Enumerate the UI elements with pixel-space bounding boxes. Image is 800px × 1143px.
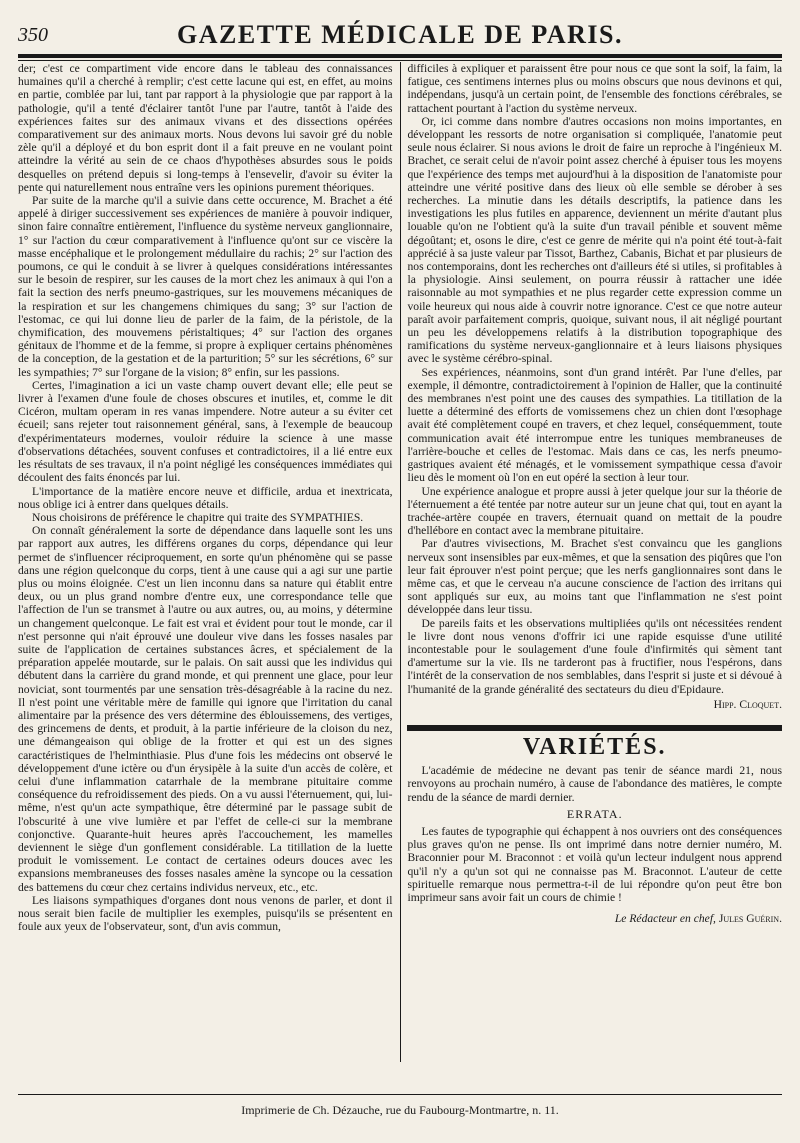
right-column: [403, 62, 782, 1062]
right-paragraph: difficiles à expliquer et paraissent être pour nous ce que sont la soif, la faim, la fatigue, ces sentimens internes plus ou moins obscurs que nous devinons et qui, indépendans, jusqu'à un certain point, de l'ensemble des fonctions cérébrales, se rattachent pourtant à l'action du système nerveux.: [407, 62, 782, 115]
section-title-varietes: VARIÉTÉS.: [522, 733, 667, 760]
editor-name: Jules Guérin.: [718, 912, 782, 926]
errata-paragraph: Les fautes de typographie qui échappent à nos ouvriers ont des conséquences plus graves qu'on ne pense. Ils ont imprimé dans notre dernier numéro, M. Braconnier pour M. Braconnot : et voilà qu'un lecteur indulgent nous apprend qu'il n'y a qu'un sot qui ne connaisse pas M. Braconnot. L'auteur de cette spirituelle remarque nous permettra-t-il de lui répondre qu'on peut être bon imprimeur sans avoir fait un cours de chimie !: [407, 824, 782, 904]
varietes-paragraph: L'académie de médecine ne devant pas tenir de séance mardi 21, nous renvoyons au prochain numéro, à cause de l'abondance des matières, le compte rendu de la séance de mardi dernier.: [407, 764, 782, 804]
right-paragraph: Or, ici comme dans nombre d'autres occasions non moins importantes, en développant les ressorts de notre organisation si compliquée, l'anatomie peut seule nous éclairer. Si nous avions le droit de faire un reproche à l'ingénieux M. Brachet, ce serait celui de n'avoir point assez cherché à épuiser tous les moyens que l'expérience des temps met aujourd'hui à la disposition de l'anatomiste pour atteindre une vérité positive dans des lieux où elle semble se dérober à ses recherches. La minutie dans les détails descriptifs, la patience dans les investigations les plus futiles en apparence, deviennent un mérite d'autant plus louable qu'on ne l'obtient qu'à la suite d'un travail pénible et souvent même dégoûtant; et, osons le dire, c'est ce genre de mérite qui n'a point été tout-à-fait apprécié à sa juste valeur par Tissot, Barthez, Cabanis, Bichat et par plusieurs de nos contemporains, dont les recherches ont d'ailleurs été si utiles, si profitables à la physiologie. Ainsi seulement, on pourra réussir à rattacher une idée raisonnable au mot sympathies et ne plus regarder cette expression comme un voile heureux qui nous aide à couvrir notre ignorance. C'est ce que notre auteur paraît avoir parfaitement compris, quoique, suivant nous, il ait négligé pourtant un peu les développemens relatifs à la distribution topographique des ramifications du système nerveux-ganglionnaire et à leurs liaisons physiques avec le système cérébro-spinal.: [407, 114, 782, 366]
right-paragraph: Par d'autres vivisections, M. Brachet s'est convaincu que les ganglions nerveux sont insensibles par eux-mêmes, et que la sensation des piqûres que l'on leur fait éprouver n'est point perçue; que les nerfs ganglionnaires sont dans le même cas, et que le cerveau n'a aucune conscience de l'action des irritans qui sont appliqués sur eux, au moins tant que l'inflammation ne s'est point développée dans leur tissu.: [407, 537, 782, 617]
page-header: [18, 14, 782, 52]
left-paragraph: On connaît généralement la sorte de dépendance dans laquelle sont les uns par rapport aux autres, les différens organes du corps, dépendance qui leur permet de s'influencer réciproquement, en sorte qu'un phénomène qui se passe dans une région quelconque du corps, tient à une cause qui a agi sur une partie plus ou moins éloignée. C'est un lien inconnu dans sa nature qui établit entre deux, ou un plus grand nombre d'entre eux, une correspondance telle que l'affection de l'un se transmet à l'autre ou aux autres, ou, au moins, y détermine un changement quelconque. Le fait est vrai et évident pour tout le monde, car il n'est personne qui n'ait éprouvé une douleur vive dans les fosses nasales par suite de l'application de certaines substances âcres, et spécialement de la préparation appelée moutarde, sur le palais. On sait aussi que les individus qui débutent dans la carrière du grand monde, et qui prennent une glace, pour leur noviciat, sont tourmentés par une sensation très-désagréable à la racine du nez. Il n'est point une véritable mère de famille qui ignore que l'irritation du canal alimentaire par la présence des vers détermine des éblouissemens, des vertiges, des grincemens de dents, et produit, à la partie inférieure de la cloison du nez, une démangeaison qui oblige de la frotter et qui est un des signes caractéristiques de l'helminthiasie. Plus d'une fois les médecins ont observé le développement d'une ictère ou d'un érysipèle à la suite d'un accès de colère, et celui d'une inflammation catarrhale de la membrane pituitaire comme conséquence du refroidissement des pieds. On a vu aussi l'éternuement, qui, lui-même, n'est qu'un acte sympathique, être déterminé par le passage subit de l'obscurité à une vive lumière et par l'effet de celle-ci sur la membrane conjonctive. Quarante-huit heures après l'accouchement, les mamelles deviennent le siège d'un gonflement considérable. La titillation de la luette produit le vomissement. Le contact de certaines odeurs douces avec les expansions membraneuses des fosses nasales amène la syncope ou la cessation des battemens du cœur chez certains individus nerveux, etc., etc.: [18, 524, 393, 894]
left-paragraph: Nous choisirons de préférence le chapitre qui traite des SYMPATHIES.: [32, 510, 364, 524]
page-footer: [18, 1094, 782, 1118]
left-paragraph: L'importance de la matière encore neuve et difficile, ardua et inextricata, nous oblige ici à entrer dans quelques détails.: [18, 484, 393, 511]
left-paragraph: der; c'est ce compartiment vide encore dans le tableau des connaissances humaines qu'il a cherché à remplir; c'est cette lacune qui est, en effet, au moins en partie, comblée par lui, tant par rapport à la physiologie que par rapport à la pathologie, qu'il a tenté d'éclairer tantôt l'une par l'autre, tantôt à l'aide des expériences faites sur des animaux vivans et des dissections opérées comparativement sur des animaux morts. Nous devons lui savoir gré du noble zèle qu'il a déployé et du bon esprit dont il a fait preuve en ne voulant point atteindre la vérité au sein de ce chaos d'hypothèses absurdes sous le poids desquelles on prétend depuis si long-temps à l'ensevelir, d'avoir su éviter la pente qui naturellement nous entraîne vers les opinions purement théoriques.: [18, 62, 393, 194]
left-paragraph: Les liaisons sympathiques d'organes dont nous venons de parler, et dont il nous serait bien facile de multiplier les exemples, puisqu'ils se présentent en foule aux yeux de l'observateur, sont, d'un avis commun,: [18, 893, 393, 934]
right-paragraph: De pareils faits et les observations multipliées qu'ils ont nécessitées rendent le livre dont nous venons d'offrir ici une rapide esquisse d'une utilité incontestable pour le soulagement d'une foule d'infirmités qui sèment tant d'amertume sur la vie. Ils ne tarderont pas à fructifier, nous l'espérons, dans l'intérêt de la conservation de nos semblables, dans l'esprit si juste et si dévoué à l'humanité de la grande généralité des sectateurs du dieu d'Epidaure.: [407, 616, 782, 696]
editor-label: Le Rédacteur en chef,: [614, 912, 716, 926]
author-signature: Hipp. Cloquet.: [713, 697, 782, 711]
footer-rule: [18, 1094, 782, 1095]
header-rule-thick: [18, 54, 782, 58]
right-paragraph: Ses expériences, néanmoins, sont d'un grand intérêt. Par l'une d'elles, par exemple, il démontre, contradictoirement à l'opinion de Haller, que la continuité des membranes n'est point une des causes des sympathies. La titillation de la luette a déterminé des efforts de vomissemens chez un chien dont l'œsophage avait été complètement coupé en travers, et chez lequel, conséquemment, toute communication avait été interrompue entre les tuniques membraneuses de l'arrière-bouche et celles de l'estomac. Mais dans ce cas, les nerfs pneumo-gastriques avaient été ménagés, et le vomissement sympathique cessa d'avoir lieu dès le moment où l'on en eut opéré la section à leur tour.: [407, 365, 782, 485]
left-paragraph: Par suite de la marche qu'il a suivie dans cette occurence, M. Brachet a été appelé à diriger successivement ses expériences de manière à pouvoir indiquer, sinon faire connaître entièrement, l'influence du système nerveux ganglionnaire, 1° sur l'action du cœur comparativement à l'influence qu'ont sur ce viscère la masse encéphalique et le prolongement médullaire du rachis; 2° sur l'action des poumons, ce qui le conduit à se livrer à quelques considérations intéressantes sur le besoin de respirer, sur les causes de la mort chez les animaux à qui l'on a fait la section des nerfs pneumo-gastriques, sur les mouvemens mécaniques de la respiration et sur les changemens chimiques du sang; 3° sur l'action de l'estomac, ce qui lui donne lieu de parler de la faim, de la péristole, de la chymification, des mouvemens péristaltiques; 4° sur l'action des organes génitaux de l'homme et de la femme, si propre à expliquer certains phénomènes de la conception, de la gestation et de la parturition; 5° sur les sécrétions, 6° sur les sympathies; 7° sur l'organe de la vision; 8° enfin, sur les passions.: [18, 194, 393, 379]
column-divider: [400, 62, 401, 1062]
left-paragraph: Certes, l'imagination a ici un vaste champ ouvert devant elle; elle peut se livrer à l'examen d'une foule de choses obscures et inutiles, et, comme le dit Cicéron, multam operam in res vanas impendere. Notre auteur a su éviter cet écueil; sans rejeter tout raisonnement général, sans, à l'exemple de beaucoup d'expérimentateurs modernes, vouloir réduire la science à une masse d'observations détachées, souvent confuses et contradictoires, il a lié entre eux les résultats de ses travaux, il n'a point négligé les conséquences immédiates qui découlent des faits énoncés par lui.: [18, 378, 393, 485]
section-divider: [407, 725, 782, 731]
page-number: 350: [18, 24, 48, 46]
printer-imprint: Imprimerie de Ch. Dézauche, rue du Faubourg-Montmartre, n. 11.: [241, 1103, 559, 1117]
right-paragraph: Une expérience analogue et propre aussi à jeter quelque jour sur la théorie de l'éternuement a été tentée par notre auteur sur un jeune chat qui, tout en ayant la trachée-artère coupée en travers, éternuait quand on mettait de la poudre d'hellébore en contact avec la membrane pituitaire.: [407, 484, 782, 538]
editor-signature: [407, 912, 782, 925]
newspaper-page: [18, 14, 782, 1134]
text-columns: [18, 62, 782, 1062]
header-rule-thin: [18, 60, 782, 61]
left-column: [18, 62, 397, 1062]
journal-title: GAZETTE MÉDICALE DE PARIS.: [177, 20, 623, 49]
errata-heading: ERRATA.: [566, 806, 623, 821]
